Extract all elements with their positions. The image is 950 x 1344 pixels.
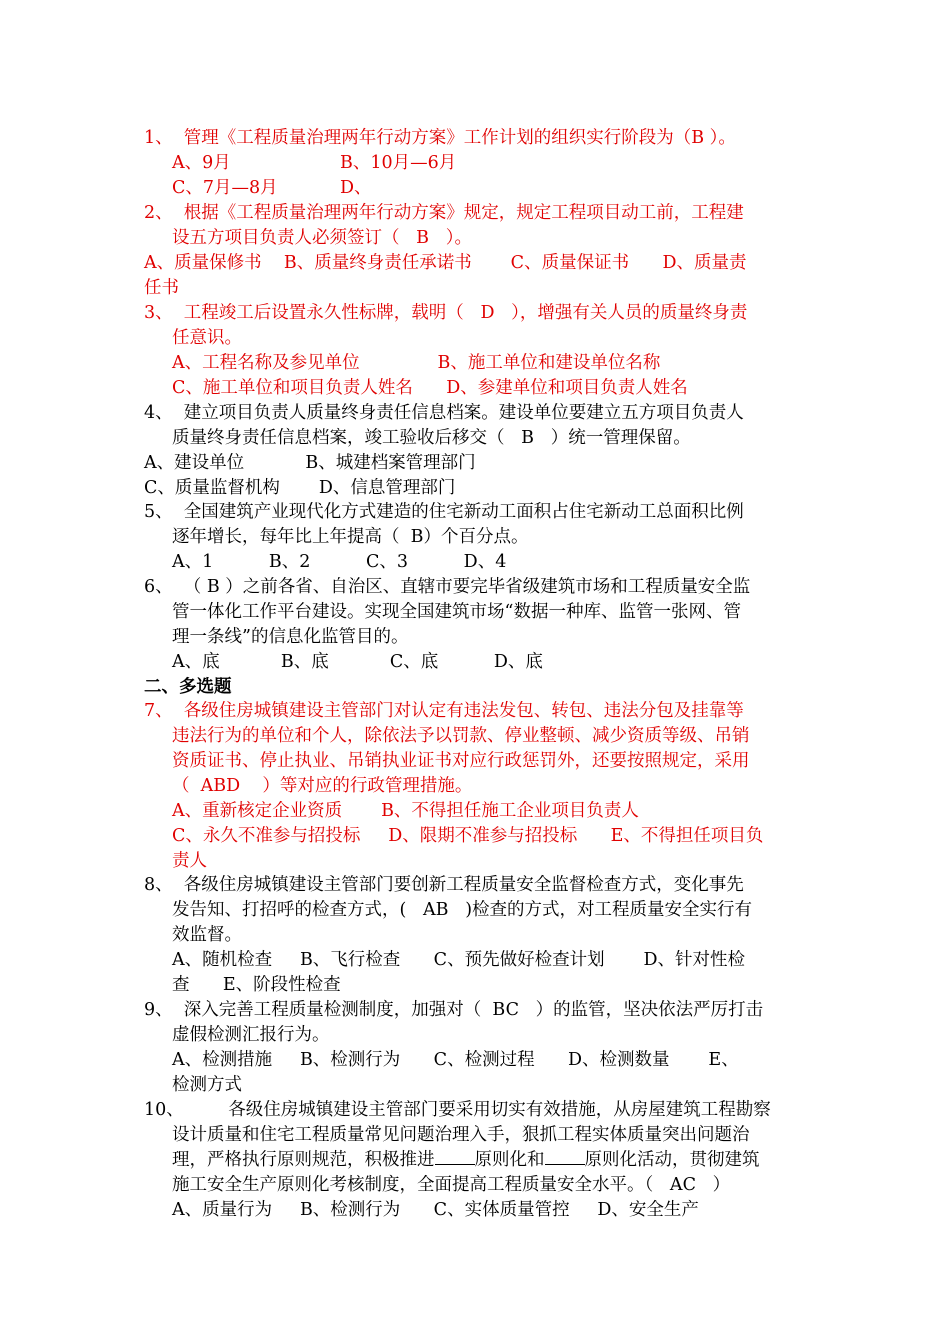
q10-stem-line1: 10、 各级住房城镇建设主管部门要采用切实有效措施，从房屋建筑工程勘察 xyxy=(144,1100,771,1120)
q7-option-e-continued: 责人 xyxy=(172,851,207,871)
q3-stem-line1: 3、 工程竣工后设置永久性标牌，载明（ D ），增强有关人员的质量终身责 xyxy=(144,303,748,323)
q8-options-line1: A、随机检查 B、飞行检查 C、预先做好检查计划 D、针对性检 xyxy=(172,950,746,970)
q10-stem-line2: 设计质量和住宅工程质量常见问题治理入手，狠抓工程实体质量突出问题治 xyxy=(172,1125,750,1145)
q7-stem-line3: 资质证书、停止执业、吊销执业证书对应行政惩罚外，还要按照规定，采用 xyxy=(172,751,750,771)
q9-options-line1: A、检测措施 B、检测行为 C、检测过程 D、检测数量 E、 xyxy=(172,1050,739,1070)
q2-options-line2: 任书 xyxy=(144,278,179,298)
q4-stem-line2: 质量终身责任信息档案，竣工验收后移交（ B ）统一管理保留。 xyxy=(172,428,691,448)
q8-stem-line3: 效监督。 xyxy=(172,925,242,945)
q10-line3-part1: 理，严格执行原则规范，积极推进 xyxy=(172,1150,435,1170)
q2-options-line1: A、质量保修书 B、质量终身责任承诺书 C、质量保证书 D、质量责 xyxy=(144,253,747,273)
q9-options-line2: 检测方式 xyxy=(172,1075,242,1095)
q6-options: A、底 B、底 C、底 D、底 xyxy=(172,652,543,672)
fill-blank-2 xyxy=(545,1148,585,1165)
q6-stem-line1: 6、 （ B ）之前各省、自治区、直辖市要完毕省级建筑市场和工程质量安全监 xyxy=(144,577,751,597)
q7-stem-line1: 7、 各级住房城镇建设主管部门对认定有违法发包、转包、违法分包及挂靠等 xyxy=(144,701,744,721)
q8-stem-line1: 8、 各级住房城镇建设主管部门要创新工程质量安全监督检查方式，变化事先 xyxy=(144,875,744,895)
q1-option-c: C、7月—8月 xyxy=(172,178,278,198)
q3-options-ab: A、工程名称及参见单位 B、施工单位和建设单位名称 xyxy=(172,353,661,373)
fill-blank-1 xyxy=(435,1148,475,1165)
q6-stem-line3: 理一条线”的信息化监管目的。 xyxy=(172,627,409,647)
q10-line3-part2: 原则化和 xyxy=(474,1150,545,1170)
q9-stem-line1: 9、 深入完善工程质量检测制度，加强对（ BC ）的监管，坚决依法严厉打击 xyxy=(144,1000,764,1020)
q5-options: A、1 B、2 C、3 D、4 xyxy=(172,552,507,572)
q10-line3-part3: 原则化活动，贯彻建筑 xyxy=(584,1150,760,1170)
q1-stem: 1、 管理《工程质量治理两年行动方案》工作计划的组织实行阶段为（B ）。 xyxy=(144,128,736,148)
q10-stem-line3 xyxy=(172,1148,760,1172)
q8-stem-line2: 发告知、打招呼的检查方式，( AB )检查的方式，对工程质量安全实行有 xyxy=(172,900,753,920)
q8-options-line2: 查 E、阶段性检查 xyxy=(172,975,341,995)
q7-stem-line4: （ ABD ）等对应的行政管理措施。 xyxy=(172,776,473,796)
q7-options-cde: C、永久不准参与招投标 D、限期不准参与招投标 E、不得担任项目负 xyxy=(172,826,764,846)
q1-option-b: B、10月—6月 xyxy=(340,153,457,173)
q7-options-ab: A、重新核定企业资质 B、不得担任施工企业项目负责人 xyxy=(172,801,639,821)
q4-options-cd: C、质量监督机构 D、信息管理部门 xyxy=(144,478,456,498)
q6-stem-line2: 管一体化工作平台建设。实现全国建筑市场“数据一种库、监管一张网、管 xyxy=(172,602,741,622)
q4-options-ab: A、建设单位 B、城建档案管理部门 xyxy=(144,453,476,473)
q4-stem-line1: 4、 建立项目负责人质量终身责任信息档案。建设单位要建立五方项目负责人 xyxy=(144,403,744,423)
q7-stem-line2: 违法行为的单位和个人，除依法予以罚款、停业整顿、减少资质等级、吊销 xyxy=(172,726,750,746)
q3-options-cd: C、施工单位和项目负责人姓名 D、参建单位和项目负责人姓名 xyxy=(172,378,688,398)
q2-stem-line2: 设五方项目负责人必须签订（ B ）。 xyxy=(172,228,472,248)
q5-stem-line2: 逐年增长，每年比上年提高（ B）个百分点。 xyxy=(172,527,529,547)
q10-options: A、质量行为 B、检测行为 C、实体质量管控 D、安全生产 xyxy=(172,1200,699,1220)
section-heading-multiple-choice: 二、多选题 xyxy=(144,677,232,697)
q5-stem-line1: 5、 全国建筑产业现代化方式建造的住宅新动工面积占住宅新动工总面积比例 xyxy=(144,502,744,522)
q9-stem-line2: 虚假检测汇报行为。 xyxy=(172,1025,330,1045)
q10-stem-line4: 施工安全生产原则化考核制度，全面提高工程质量安全水平。（ AC ） xyxy=(172,1175,731,1195)
q2-stem-line1: 2、 根据《工程质量治理两年行动方案》规定，规定工程项目动工前，工程建 xyxy=(144,203,744,223)
q1-option-a: A、9月 xyxy=(172,153,231,173)
q1-option-d: D、 xyxy=(340,178,372,198)
q3-stem-line2: 任意识。 xyxy=(172,328,242,348)
